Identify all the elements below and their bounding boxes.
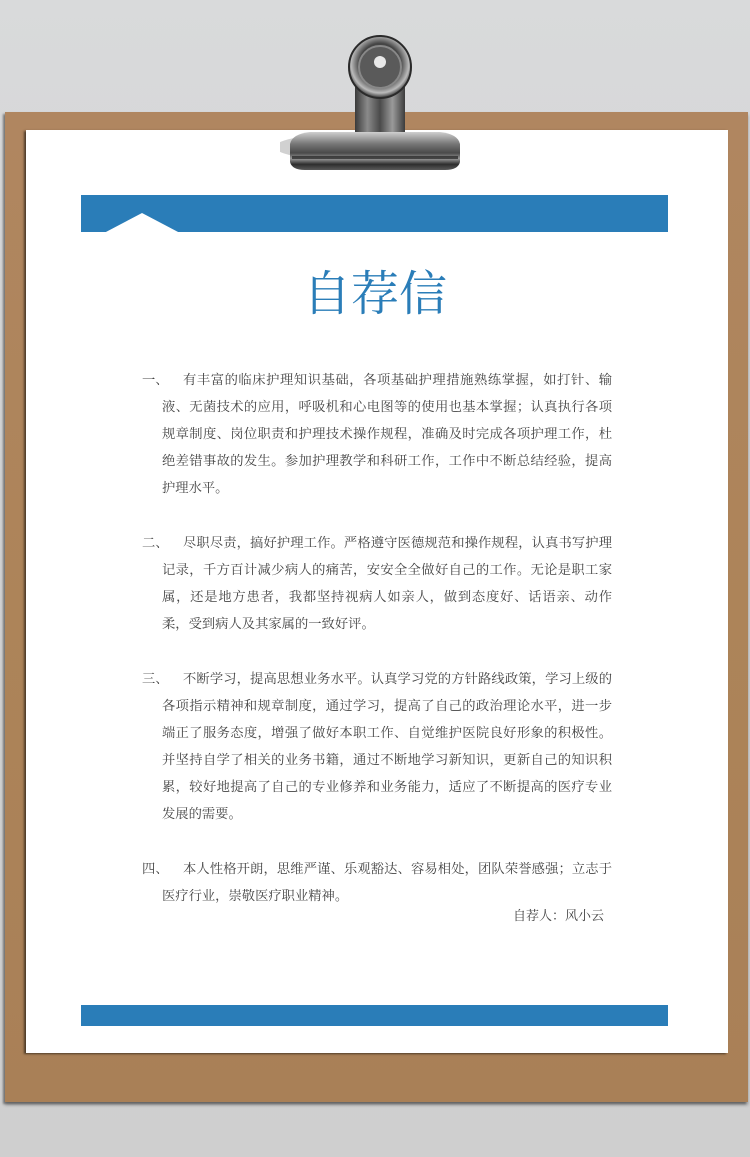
item-number: 一、 <box>142 373 169 388</box>
banner-notch-decoration <box>104 213 180 233</box>
signature: 自荐人：风小云 <box>512 909 604 924</box>
item-paragraph: 不断学习，提高思想业务水平。认真学习党的方针路线政策，学习上级的各项指示精神和规章制度，通过学习，提高了自己的政治理论水平，进一步端正了服务态度，增强了做好本职工作、自觉维护医院良好形象的积极性。并坚持自学了相关的业务书籍，通过不断地学习新知识，更新自己的知识积累，较好地提高了自己的专业修养和业务能力，适应了不断提高的医疗专业发展的需要。 <box>162 672 612 822</box>
letter-item-2 <box>142 530 612 638</box>
item-number: 三、 <box>142 672 169 687</box>
item-number: 四、 <box>142 862 169 877</box>
letter-item-1 <box>142 367 612 502</box>
item-paragraph: 本人性格开朗，思维严谨、乐观豁达、容易相处，团队荣誉感强；立志于医疗行业，崇敬医疗职业精神。 <box>162 862 612 904</box>
footer-bar <box>81 1005 668 1026</box>
item-number: 二、 <box>142 536 169 551</box>
item-paragraph: 尽职尽责，搞好护理工作。严格遵守医德规范和操作规程，认真书写护理记录，千方百计减少病人的痛苦，安安全全做好自己的工作。无论是职工家属，还是地方患者，我都坚持视病人如亲人，做到态度好、话语亲、动作柔，受到病人及其家属的一致好评。 <box>162 536 612 632</box>
page-title: 自荐信 <box>302 266 447 322</box>
letter-body <box>142 367 612 938</box>
binder-clip-icon <box>280 22 470 172</box>
letter-item-4 <box>142 856 612 910</box>
letter-item-3 <box>142 666 612 828</box>
item-paragraph: 有丰富的临床护理知识基础，各项基础护理措施熟练掌握，如打针、输液、无菌技术的应用，呼吸机和心电图等的使用也基本掌握；认真执行各项规章制度、岗位职责和护理技术操作规程，准确及时完成各项护理工作，杜绝差错事故的发生。参加护理教学和科研工作，工作中不断总结经验，提高护理水平。 <box>162 373 612 496</box>
